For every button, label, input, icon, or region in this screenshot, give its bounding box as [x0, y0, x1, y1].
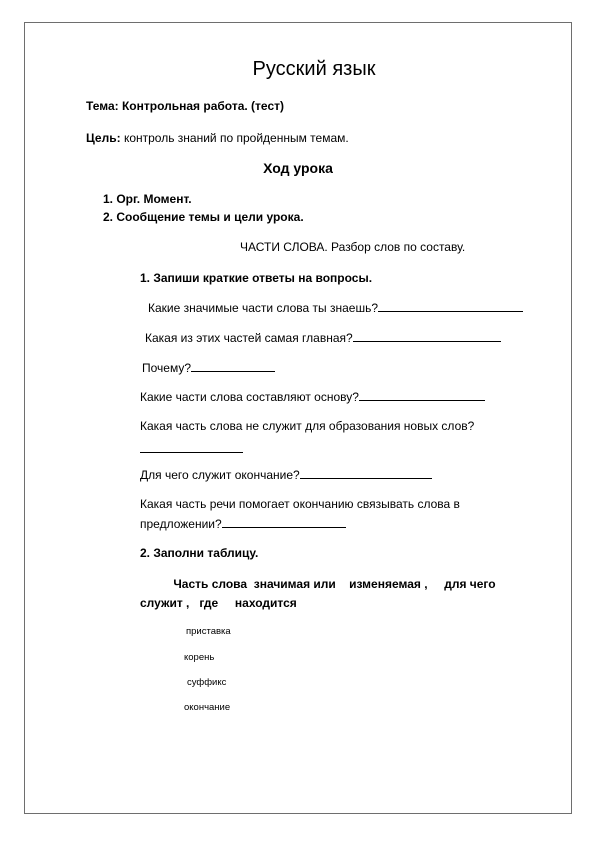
answer-line[interactable] [378, 300, 523, 312]
question-5-answer [140, 440, 243, 458]
answer-line[interactable] [222, 516, 346, 528]
question-4 [140, 389, 485, 404]
question-1 [148, 300, 523, 315]
goal-text: контроль знаний по пройденным темам. [123, 131, 349, 145]
question-2 [145, 330, 501, 345]
question-text: Почему? [142, 361, 192, 375]
table-header [140, 577, 496, 591]
question-7: Какая часть речи помогает окончанию связывать слова в [140, 497, 460, 511]
step-item: 1. Орг. Момент. [103, 192, 192, 206]
question-text: Какие части слова составляют основу? [140, 390, 359, 404]
question-5: Какая часть слова не служит для образования новых слов? [140, 419, 475, 433]
task2-title: 2. Заполни таблицу. [140, 546, 259, 560]
question-text: предложении? [140, 517, 222, 531]
answer-line[interactable] [353, 330, 501, 342]
question-7-continued [140, 516, 346, 531]
goal-line [86, 131, 349, 145]
table-row-label: суффикс [187, 677, 227, 688]
topic-label: Тема: [86, 99, 119, 113]
answer-line[interactable] [359, 389, 485, 401]
answer-line[interactable] [191, 360, 275, 372]
lesson-heading: Ход урока [263, 160, 333, 176]
goal-label: Цель: [86, 131, 121, 145]
question-text: Для чего служит окончание? [140, 468, 300, 482]
table-row-label: корень [184, 652, 215, 663]
answer-line[interactable] [300, 467, 432, 479]
table-header-line2: служит , где находится [140, 596, 297, 610]
question-text: Какие значимые части слова ты знаешь? [148, 301, 379, 315]
question-text: Какая из этих частей самая главная? [145, 331, 353, 345]
topic-text: Контрольная работа. (тест) [121, 99, 284, 113]
page-title: Русский язык [252, 58, 376, 80]
task1-title: 1. Запиши краткие ответы на вопросы. [140, 271, 373, 285]
table-row-label: окончание [184, 702, 231, 713]
section-title: ЧАСТИ СЛОВА. Разбор слов по составу. [240, 240, 466, 254]
step-item: 2. Сообщение темы и цели урока. [103, 210, 304, 224]
table-row-label: приставка [186, 626, 231, 637]
answer-line[interactable] [140, 441, 243, 453]
table-header-line1: Часть слова значимая или изменяемая , для чего [173, 577, 496, 591]
question-3 [142, 360, 275, 375]
question-6 [140, 467, 432, 482]
topic-line [86, 99, 284, 113]
